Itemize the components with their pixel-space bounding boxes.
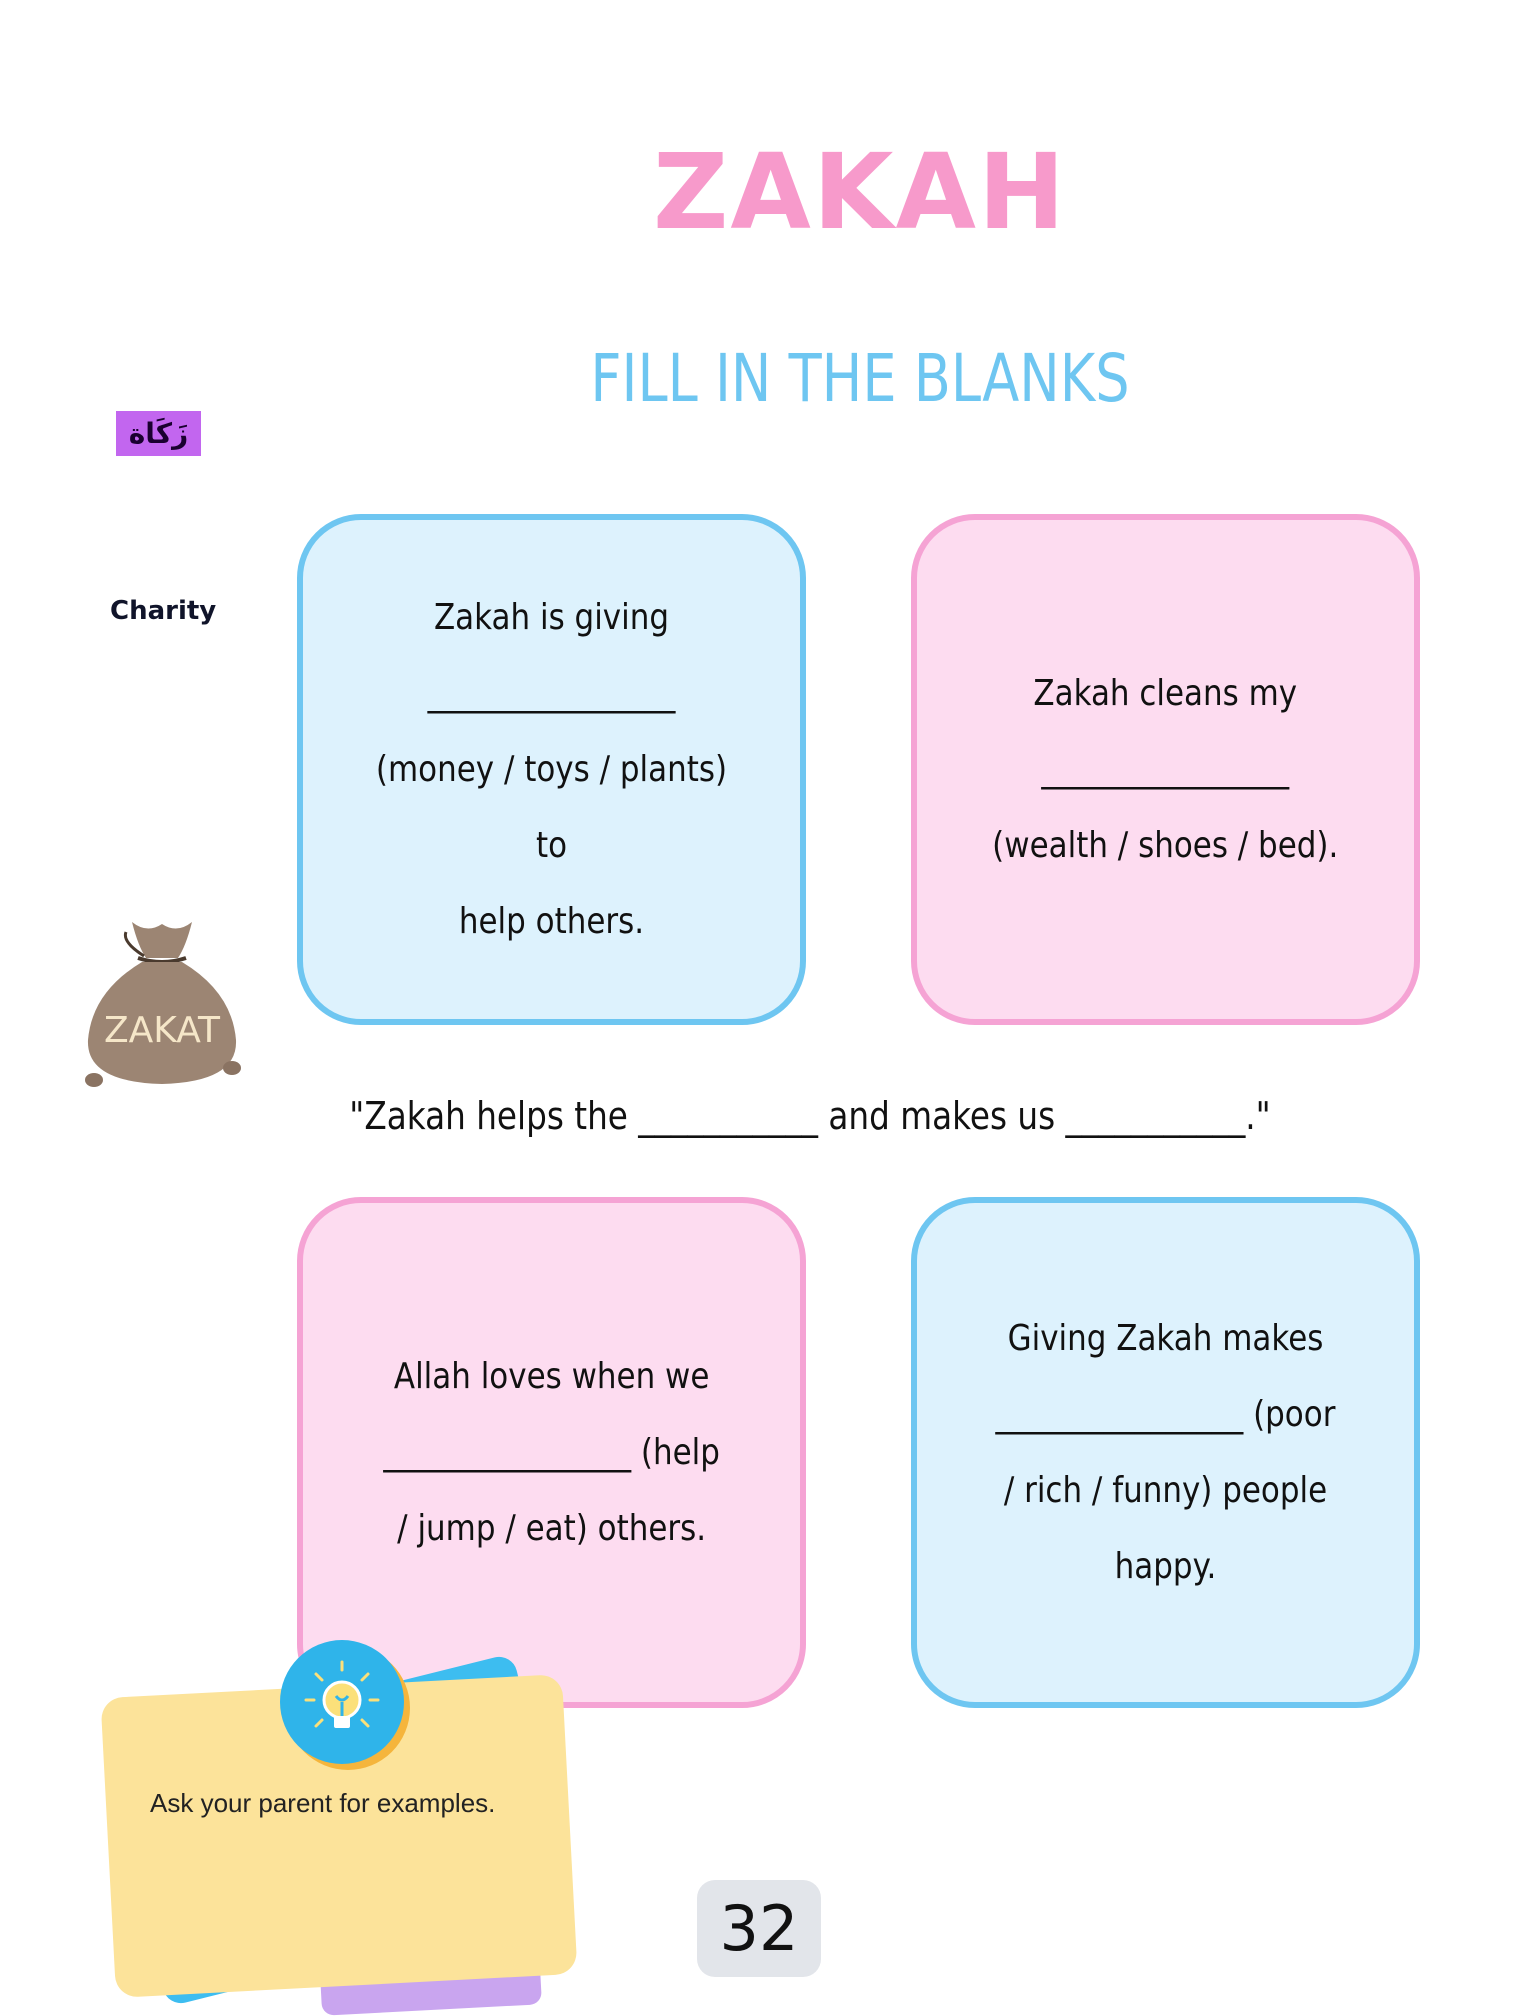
tip-note xyxy=(90,1640,590,2000)
fill-blank-card-1 xyxy=(297,514,806,1025)
fill-blank-card-3 xyxy=(297,1197,806,1708)
fill-blank-card-4 xyxy=(911,1197,1420,1708)
lightbulb-icon xyxy=(280,1640,404,1764)
arabic-meaning-label: Charity xyxy=(110,596,217,626)
zakat-bag-icon xyxy=(82,912,242,1092)
card-2-text: Zakah cleans my ________________ (wealth / shoes / bed). xyxy=(992,672,1339,866)
arabic-word-badge: زَكَاة xyxy=(116,411,201,456)
quote-sentence: "Zakah helps the ___________ and makes us ___________." xyxy=(349,1094,1271,1138)
fill-blank-card-2 xyxy=(911,514,1420,1025)
page-title: ZAKAH xyxy=(652,131,1067,253)
tip-text: Ask your parent for examples. xyxy=(150,1788,496,1818)
card-1-text: Zakah is giving ________________ (money / toys / plants) to help others. xyxy=(375,596,728,942)
card-4-text: Giving Zakah makes ________________ (poor / rich / funny) people happy. xyxy=(995,1317,1336,1587)
page-number: 32 xyxy=(697,1880,821,1977)
section-subtitle: FILL IN THE BLANKS xyxy=(590,340,1130,417)
card-3-text: Allah loves when we ________________ (help / jump / eat) others. xyxy=(383,1355,720,1549)
bag-label: ZAKAT xyxy=(103,1010,221,1051)
